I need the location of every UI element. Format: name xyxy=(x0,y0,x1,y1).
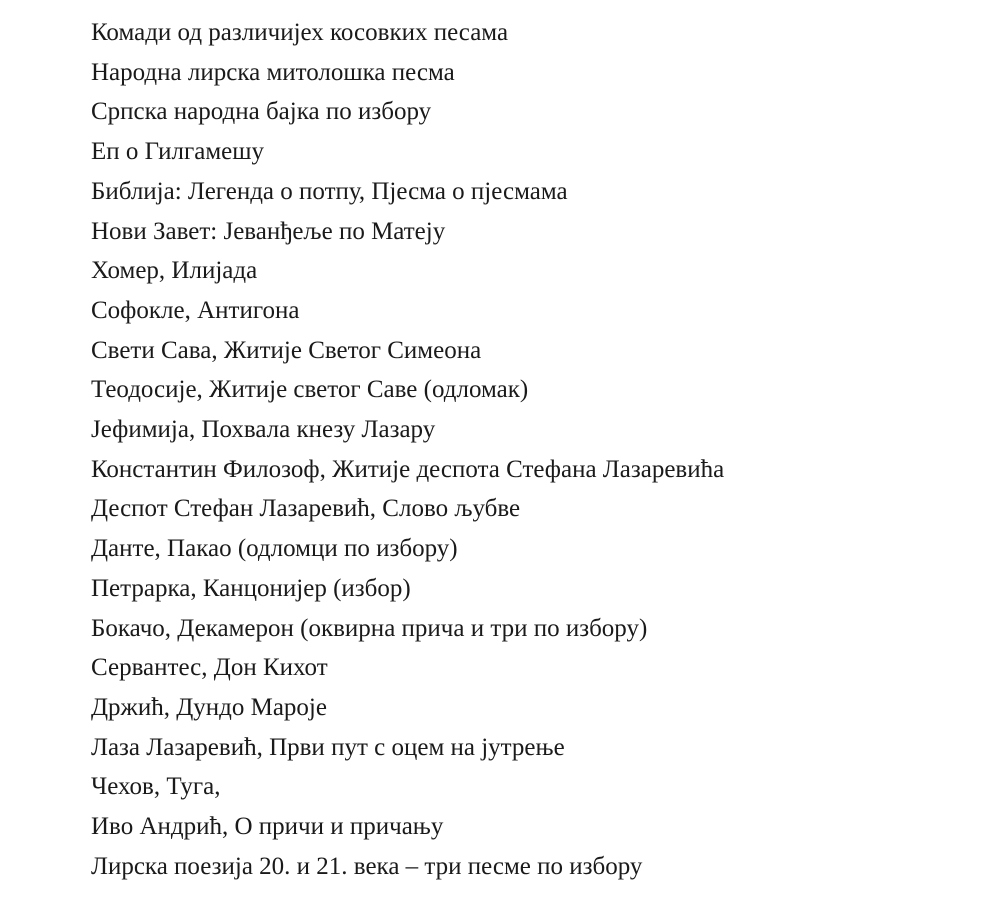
list-item: Иво Андрић, О причи и причању xyxy=(91,813,444,841)
list-item: Петрарка, Канцонијер (избор) xyxy=(91,574,411,602)
list-item: Држић, Дундо Мароје xyxy=(91,693,327,721)
list-item: Еп о Гилгамешу xyxy=(91,138,265,166)
list-item: Свети Сава, Житије Светог Симеона xyxy=(91,336,482,364)
list-item: Данте, Пакао (одломци по избору) xyxy=(91,535,458,563)
list-item: Чехов, Туга, xyxy=(91,773,221,801)
list-item: Библија: Легенда о потпу, Пјесма о пјесмама xyxy=(91,177,568,205)
list-item: Нови Завет: Јеванђеље по Матеју xyxy=(91,217,446,245)
list-item: Сервантес, Дон Кихот xyxy=(91,654,328,682)
list-item: Јефимија, Похвала кнезу Лазару xyxy=(91,416,436,444)
list-item: Теодосије, Житије светог Саве (одломак) xyxy=(91,376,529,404)
list-item: Српска народна бајка по избору xyxy=(91,98,432,126)
list-item: Народна лирска митолошка песма xyxy=(91,58,455,86)
list-item: Софокле, Антигона xyxy=(91,296,300,324)
list-item: Лаза Лазаревић, Први пут с оцем на јутрење xyxy=(91,733,565,761)
list-item: Комади од различијех косовких песама xyxy=(91,19,509,46)
list-item: Хомер, Илијада xyxy=(91,257,258,285)
list-item: Деспот Стефан Лазаревић, Слово љубве xyxy=(91,495,521,523)
list-item: Бокачо, Декамерон (оквирна прича и три по избору) xyxy=(91,614,648,642)
list-item: Константин Филозоф, Житије деспота Стефана Лазаревића xyxy=(91,455,725,483)
reading-list xyxy=(91,13,724,886)
list-item: Лирска поезија 20. и 21. века – три песме по избору xyxy=(91,852,643,880)
